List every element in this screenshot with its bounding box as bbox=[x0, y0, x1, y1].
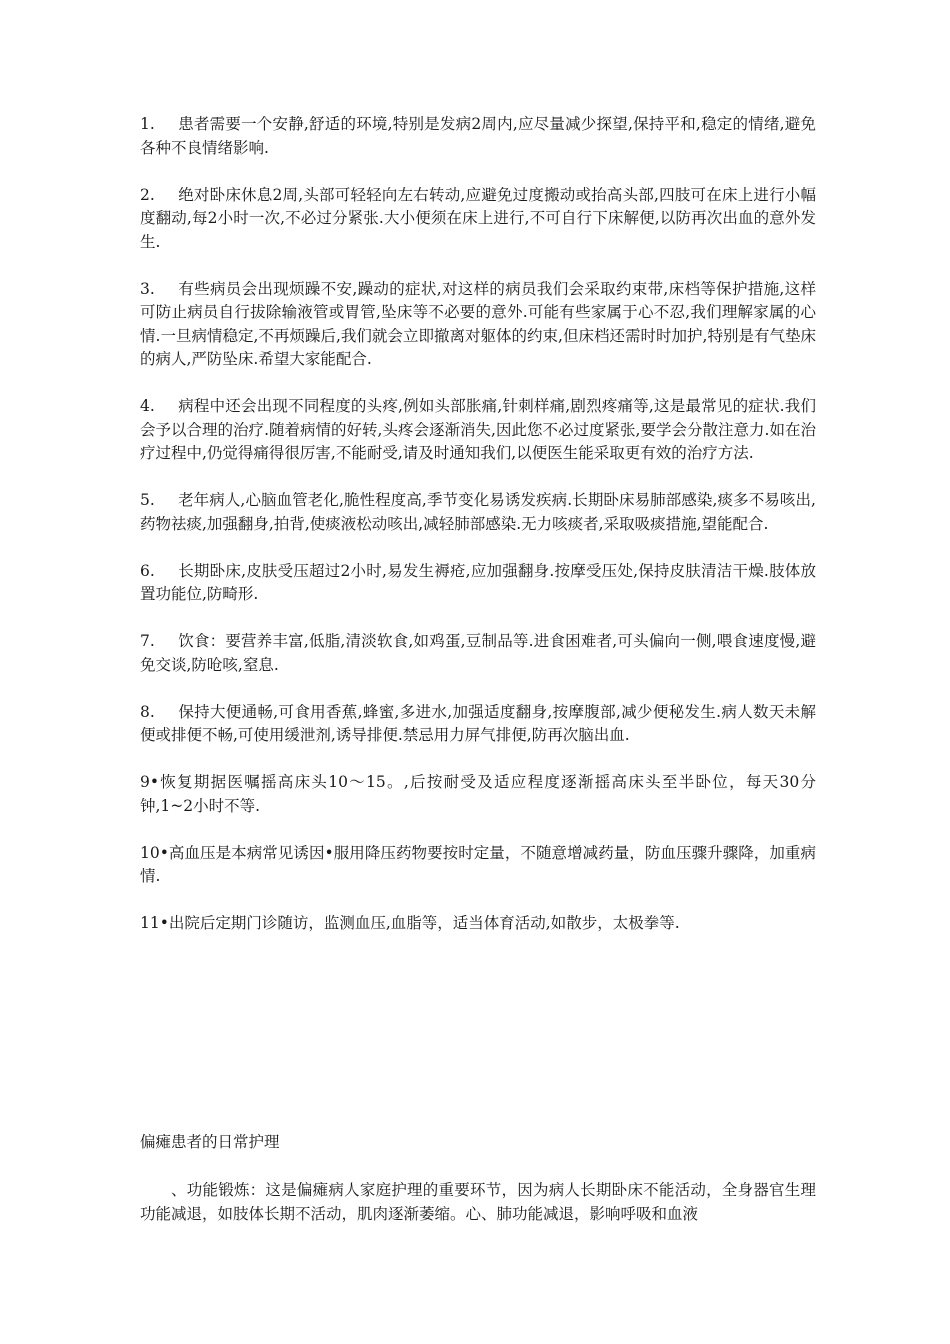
section-title: 偏瘫患者的日常护理 bbox=[140, 1133, 280, 1151]
item-text: 恢复期据医嘱摇高床头10〜15。,后按耐受及适应程度逐渐摇高床头至半卧位，每天30分钟,1~2小时不等. bbox=[140, 773, 816, 815]
care-instructions-list bbox=[140, 113, 816, 959]
section-paragraph: 、功能锻炼：这是偏瘫病人家庭护理的重要环节，因为病人长期卧床不能活动，全身器官生理功能减退，如肢体长期不活动，肌肉逐渐萎缩。心、肺功能减退，影响呼吸和血液 bbox=[140, 1181, 816, 1223]
list-item bbox=[140, 395, 816, 466]
item-text: 出院后定期门诊随访，监测血压,血脂等，适当体育活动,如散步，太极拳等. bbox=[168, 914, 680, 932]
item-number: 4. bbox=[140, 397, 155, 415]
item-number: 9• bbox=[140, 773, 160, 791]
item-number: 1. bbox=[140, 115, 155, 133]
item-text: 患者需要一个安静,舒适的环境,特别是发病2周内,应尽量减少探望,保持平和,稳定的情绪,避免各种不良情绪影响. bbox=[140, 115, 816, 157]
item-number: 11• bbox=[140, 914, 169, 932]
item-number: 8. bbox=[140, 702, 155, 721]
list-item bbox=[140, 489, 816, 536]
item-number: 10• bbox=[140, 843, 169, 862]
list-item bbox=[140, 912, 816, 936]
item-text: 保持大便通畅,可食用香蕉,蜂蜜,多进水,加强适度翻身,按摩腹部,减少便秘发生.病人数天未解便或排便不畅,可使用缓泄剂,诱导排便.禁忌用力屏气排便,防再次脑出血. bbox=[140, 702, 816, 744]
item-number: 6. bbox=[140, 561, 155, 580]
list-item bbox=[140, 842, 816, 889]
item-text: 高血压是本病常见诱因•服用降压药物要按时定量，不随意增减药量，防血压骤升骤降，加重病情. bbox=[140, 843, 816, 885]
list-item bbox=[140, 701, 816, 748]
item-text: 有些病员会出现烦躁不安,躁动的症状,对这样的病员我们会采取约束带,床档等保护措施,这样可防止病员自行拔除输液管或胃管,坠床等不必要的意外.可能有些家属于心不忍,我们理解家属的心情.一旦病情稳定,不再烦躁后,我们就会立即撤离对躯体的约束,但床档还需时时加护,特别是有气垫床的病人,严防坠床.希望大家能配合. bbox=[140, 279, 816, 368]
item-number: 5. bbox=[140, 491, 155, 509]
list-item bbox=[140, 630, 816, 677]
list-item bbox=[140, 278, 816, 372]
item-text: 病程中还会出现不同程度的头疼,例如头部胀痛,针刺样痛,剧烈疼痛等,这是最常见的症状.我们会予以合理的治疗.随着病情的好转,头疼会逐渐消失,因此您不必过度紧张,要学会分散注意力.如在治疗过程中,仍觉得痛得很厉害,不能耐受,请及时通知我们,以便医生能采取更有效的治疗方法. bbox=[140, 397, 816, 462]
item-number: 3. bbox=[140, 279, 155, 298]
item-text: 绝对卧床休息2周,头部可轻轻向左右转动,应避免过度搬动或抬高头部,四肢可在床上进行小幅度翻动,每2小时一次,不必过分紧张.大小便须在床上进行,不可自行下床解便,以防再次出血的意外发生. bbox=[140, 185, 816, 251]
list-item bbox=[140, 771, 816, 818]
item-number: 2. bbox=[140, 185, 155, 204]
list-item bbox=[140, 560, 816, 607]
list-item bbox=[140, 184, 816, 255]
item-text: 老年病人,心脑血管老化,脆性程度高,季节变化易诱发疾病.长期卧床易肺部感染,痰多不易咳出,药物祛痰,加强翻身,拍背,使痰液松动咳出,减轻肺部感染.无力咳痰者,采取吸痰措施,望能配合. bbox=[140, 491, 816, 533]
item-text: 长期卧床,皮肤受压超过2小时,易发生褥疮,应加强翻身.按摩受压处,保持皮肤清洁干燥.肢体放置功能位,防畸形. bbox=[140, 561, 816, 603]
list-item bbox=[140, 113, 816, 160]
item-text: 饮食：要营养丰富,低脂,清淡软食,如鸡蛋,豆制品等.进食困难者,可头偏向一侧,喂食速度慢,避免交谈,防呛咳,窒息. bbox=[140, 632, 816, 674]
item-number: 7. bbox=[140, 632, 155, 650]
